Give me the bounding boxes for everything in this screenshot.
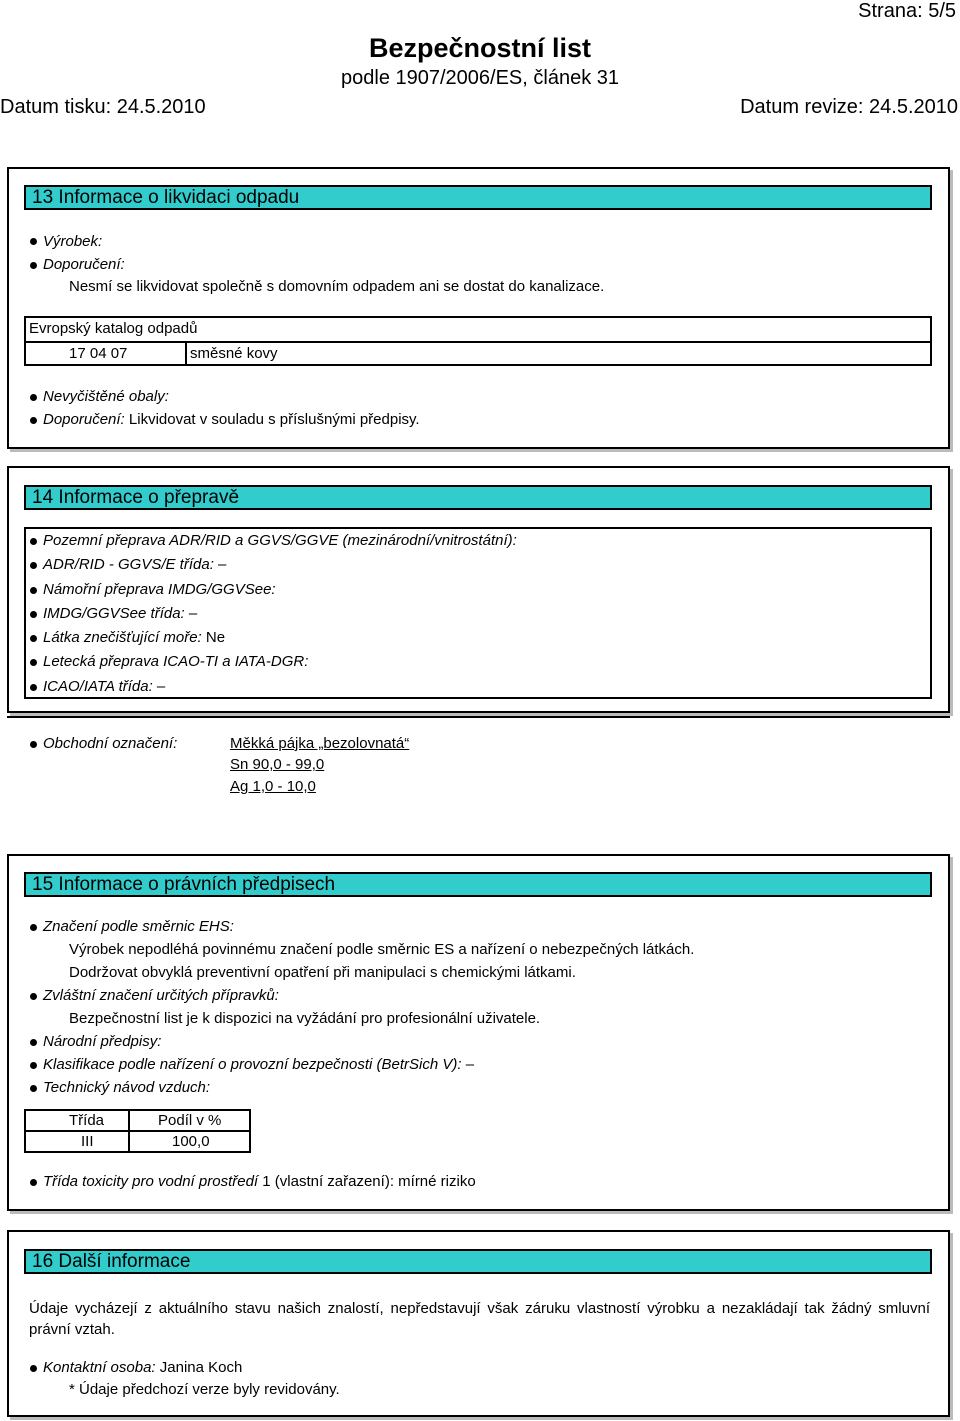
section-15-heading: 15 Informace o právních předpisech xyxy=(24,872,932,897)
packaging-label: Nevyčištěné obaly: xyxy=(43,388,169,405)
recommendation-label: Doporučení: xyxy=(43,256,125,273)
bullet-icon xyxy=(30,1085,37,1092)
bullet-icon xyxy=(30,262,37,269)
water-toxicity xyxy=(43,1173,476,1191)
imdg-class-label: IMDG/GGVSee třída: xyxy=(43,605,185,622)
section-13-heading: 13 Informace o likvidaci odpadu xyxy=(24,185,932,210)
air-guide-label: Technický návod vzduch: xyxy=(43,1079,211,1096)
bullet-icon xyxy=(30,238,37,245)
product-label: Výrobek: xyxy=(43,233,103,250)
waste-catalog-code: 17 04 07 xyxy=(69,345,128,362)
betrsich-classification xyxy=(43,1056,474,1074)
contact-person-label: Kontaktní osoba: xyxy=(43,1359,156,1376)
icao-class-value: – xyxy=(156,678,166,695)
betrsich-value: – xyxy=(465,1056,475,1073)
page-number: Strana: 5/5 xyxy=(858,0,956,22)
further-info-text: Údaje vycházejí z aktuálního stavu našich znalostí, nepředstavují však záruku vlastností výrobku a nezakládají tak žádný smluvní právní vztah. xyxy=(29,1300,930,1338)
waste-catalog-col-divider xyxy=(185,341,187,366)
waste-catalog-title: Evropský katalog odpadů xyxy=(29,320,198,337)
air-class-table xyxy=(24,1109,251,1153)
revision-date: Datum revize: 24.5.2010 xyxy=(740,96,958,118)
adr-class xyxy=(43,556,226,574)
air-transport-label: Letecká přeprava ICAO-TI a IATA-DGR: xyxy=(43,653,309,670)
contact-person xyxy=(43,1359,242,1377)
section-16-heading: 16 Další informace xyxy=(24,1249,932,1274)
ehs-labeling-text-1: Výrobek nepodléhá povinnému značení podle směrnic ES a nařízení o nebezpečných látkách. xyxy=(69,941,695,958)
adr-class-value: – xyxy=(218,556,227,573)
table-header-row xyxy=(25,1110,250,1131)
trade-composition-sn: Sn 90,0 - 99,0 xyxy=(230,756,325,773)
print-date: Datum tisku: 24.5.2010 xyxy=(0,96,206,118)
bullet-icon xyxy=(30,924,37,931)
document-title: Bezpečnostní list xyxy=(368,33,592,63)
icao-class-label: ICAO/IATA třída: xyxy=(43,678,153,695)
table-cell-class: III xyxy=(25,1131,129,1152)
waste-catalog-divider xyxy=(24,341,932,343)
bullet-icon xyxy=(30,587,37,594)
bullet-icon xyxy=(30,684,37,691)
national-regulations-label: Národní předpisy: xyxy=(43,1033,162,1050)
bullet-icon xyxy=(30,659,37,666)
table-header-share: Podíl v % xyxy=(129,1110,250,1131)
bullet-icon xyxy=(30,417,37,424)
imdg-class xyxy=(43,605,197,623)
adr-class-label: ADR/RID - GGVS/E třída: xyxy=(43,556,214,573)
water-toxicity-label: Třída toxicity pro vodní prostředí xyxy=(43,1173,259,1190)
bullet-icon xyxy=(30,1179,37,1186)
bullet-icon xyxy=(30,1039,37,1046)
marine-pollutant xyxy=(43,629,225,647)
packaging-rec-text: Likvidovat v souladu s příslušnými předpisy. xyxy=(128,411,420,428)
bullet-icon xyxy=(30,1365,37,1372)
section-14-heading: 14 Informace o přepravě xyxy=(24,485,932,510)
bullet-icon xyxy=(30,538,37,545)
table-header-class: Třída xyxy=(25,1110,129,1131)
betrsich-label: Klasifikace podle nařízení o provozní bezpečnosti (BetrSich V): xyxy=(43,1056,462,1073)
table-cell-share: 100,0 xyxy=(129,1131,250,1152)
special-labeling-label: Zvláštní značení určitých přípravků: xyxy=(43,987,279,1004)
trade-name: Měkká pájka „bezolovnatá“ xyxy=(230,735,410,752)
document-subtitle: podle 1907/2006/ES, článek 31 xyxy=(341,67,619,89)
sea-transport-label: Námořní přeprava IMDG/GGVSee: xyxy=(43,581,276,598)
ehs-labeling-label: Značení podle směrnic EHS: xyxy=(43,918,234,935)
trade-composition-ag: Ag 1,0 - 10,0 xyxy=(230,778,316,795)
bullet-icon xyxy=(30,394,37,401)
waste-catalog-description: směsné kovy xyxy=(190,345,278,362)
bullet-icon xyxy=(30,1062,37,1069)
land-transport-label: Pozemní přeprava ADR/RID a GGVS/GGVE (mezinárodní/vnitrostátní): xyxy=(43,532,517,549)
marine-pollutant-value: Ne xyxy=(205,629,226,646)
icao-class xyxy=(43,678,165,696)
packaging-recommendation xyxy=(43,411,420,429)
recommendation-text: Nesmí se likvidovat společně s domovním odpadem ani se dostat do kanalizace. xyxy=(69,278,605,295)
imdg-class-value: – xyxy=(188,605,198,622)
water-toxicity-value: 1 (vlastní zařazení): mírné riziko xyxy=(262,1173,476,1190)
contact-person-value: Janina Koch xyxy=(159,1359,243,1376)
revision-note: * Údaje předchozí verze byly revidovány. xyxy=(69,1381,340,1398)
table-row xyxy=(25,1131,250,1152)
section-14-divider xyxy=(7,716,950,718)
bullet-icon xyxy=(30,611,37,618)
bullet-icon xyxy=(30,562,37,569)
bullet-icon xyxy=(30,993,37,1000)
bullet-icon xyxy=(30,635,37,642)
marine-pollutant-label: Látka znečišťující moře: xyxy=(43,629,202,646)
special-labeling-text: Bezpečnostní list je k dispozici na vyžádání pro profesionální uživatele. xyxy=(69,1010,541,1027)
trade-name-label: Obchodní označení: xyxy=(43,735,178,752)
packaging-rec-label: Doporučení: xyxy=(43,411,125,428)
bullet-icon xyxy=(30,741,37,748)
ehs-labeling-text-2: Dodržovat obvyklá preventivní opatření při manipulaci s chemickými látkami. xyxy=(69,964,576,981)
